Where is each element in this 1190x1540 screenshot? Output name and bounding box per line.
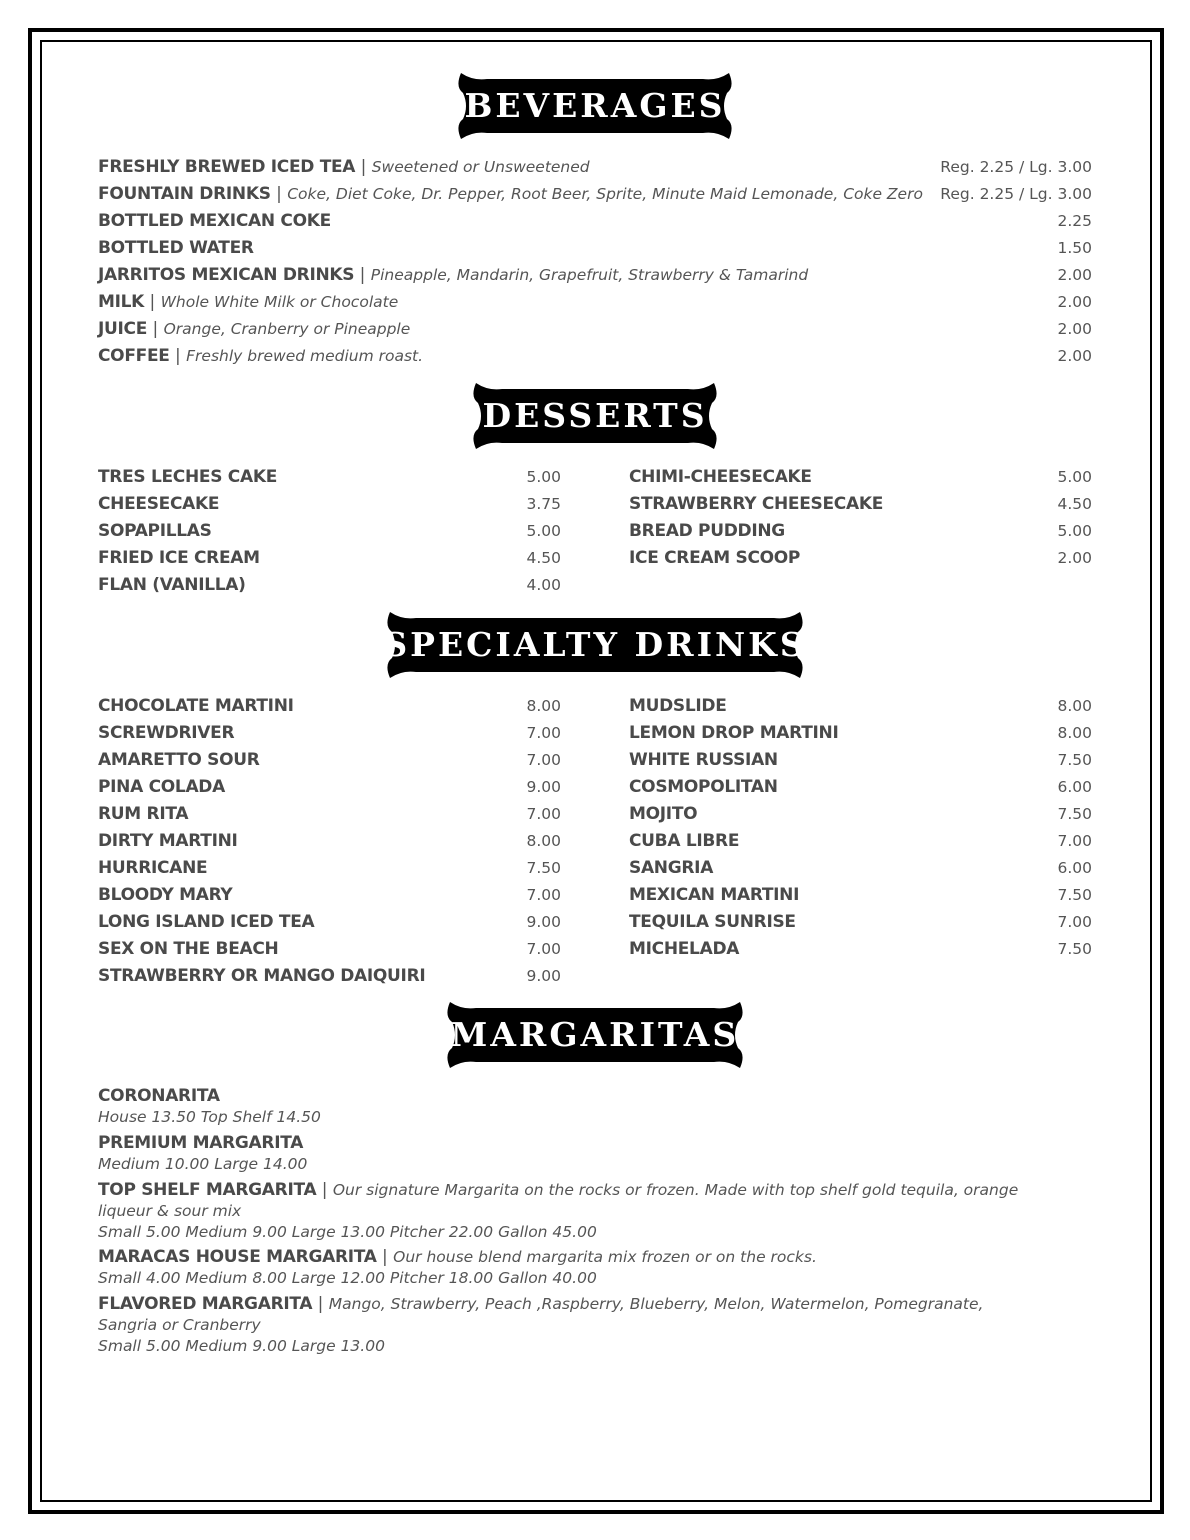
- item-price: 7.00: [526, 724, 561, 742]
- item-price: 7.00: [526, 886, 561, 904]
- item-name: STRAWBERRY CHEESECAKE: [629, 494, 884, 514]
- margaritas-banner: [436, 1002, 754, 1068]
- item-name: BOTTLED WATER: [98, 238, 254, 258]
- item-name: FRESHLY BREWED ICED TEA: [98, 157, 356, 177]
- item-name: LONG ISLAND ICED TEA: [98, 912, 315, 932]
- drink-item: [98, 909, 561, 936]
- item-price: 2.00: [1057, 266, 1092, 284]
- item-name: CHIMI-CHEESECAKE: [629, 467, 812, 487]
- drink-item: [629, 882, 1092, 909]
- item-name: BOTTLED MEXICAN COKE: [98, 211, 331, 231]
- item-name: CUBA LIBRE: [629, 831, 740, 851]
- beverage-item: JARRITOS MEXICAN DRINKS | Pineapple, Mandarin, Grapefruit, Strawberry & Tamarind 2.00: [98, 262, 1092, 289]
- item-price: 8.00: [526, 697, 561, 715]
- item-price: 4.00: [526, 576, 561, 594]
- item-desc: Our signature Margarita on the rocks or frozen. Made with top shelf gold tequila, orange liqueur & sour mix: [98, 1181, 1019, 1220]
- margarita-item: [98, 1086, 1038, 1128]
- item-price: 9.00: [526, 967, 561, 985]
- item-price: 7.00: [526, 805, 561, 823]
- item-name: PINA COLADA: [98, 777, 225, 797]
- beverage-item: [98, 235, 1092, 262]
- drink-item: [629, 828, 1092, 855]
- item-name: MUDSLIDE: [629, 696, 727, 716]
- item-price: 5.00: [1057, 468, 1092, 486]
- margaritas-heading: MARGARITAS: [450, 1015, 740, 1054]
- item-name: WHITE RUSSIAN: [629, 750, 778, 770]
- item-price: 7.00: [526, 751, 561, 769]
- item-price: 3.75: [526, 495, 561, 513]
- item-name: PREMIUM MARGARITA: [98, 1133, 304, 1153]
- item-name: MILK: [98, 292, 145, 312]
- item-desc: Sweetened or Unsweetened: [371, 158, 590, 176]
- item-name: ICE CREAM SCOOP: [629, 548, 801, 568]
- item-name: LEMON DROP MARTINI: [629, 723, 839, 743]
- dessert-item: [98, 572, 561, 599]
- item-price: 5.00: [1057, 522, 1092, 540]
- item-name: CHOCOLATE MARTINI: [98, 696, 294, 716]
- item-price: Reg. 2.25 / Lg. 3.00: [940, 158, 1092, 176]
- item-name: TOP SHELF MARGARITA: [98, 1180, 317, 1200]
- specialty-drinks-heading: SPECIALTY DRINKS: [383, 625, 807, 664]
- drink-item: [98, 963, 561, 990]
- item-desc: Freshly brewed medium roast.: [186, 347, 424, 365]
- item-name: FRIED ICE CREAM: [98, 548, 260, 568]
- drink-item: [629, 693, 1092, 720]
- item-name: SEX ON THE BEACH: [98, 939, 279, 959]
- item-price: 2.00: [1057, 347, 1092, 365]
- item-name: MICHELADA: [629, 939, 740, 959]
- item-price: 1.50: [1057, 239, 1092, 257]
- item-name: SCREWDRIVER: [98, 723, 235, 743]
- item-name: MEXICAN MARTINI: [629, 885, 800, 905]
- drink-item: [629, 720, 1092, 747]
- item-price: 2.00: [1057, 320, 1092, 338]
- specialty-drinks-banner: [376, 612, 814, 678]
- item-name: CHEESECAKE: [98, 494, 220, 514]
- item-name: TRES LECHES CAKE: [98, 467, 278, 487]
- item-name: HURRICANE: [98, 858, 208, 878]
- item-name: JUICE: [98, 319, 148, 339]
- item-name: BLOODY MARY: [98, 885, 233, 905]
- dessert-item: [98, 518, 561, 545]
- item-price: 9.00: [526, 778, 561, 796]
- item-price: 8.00: [1057, 724, 1092, 742]
- item-desc: Whole White Milk or Chocolate: [160, 293, 399, 311]
- item-name: STRAWBERRY OR MANGO DAIQUIRI: [98, 966, 426, 986]
- drink-item: [629, 855, 1092, 882]
- beverage-item: JUICE | Orange, Cranberry or Pineapple 2.00: [98, 316, 1092, 343]
- item-name: JARRITOS MEXICAN DRINKS: [98, 265, 355, 285]
- drink-item: [98, 693, 561, 720]
- drink-item: [98, 801, 561, 828]
- drink-item: [629, 936, 1092, 963]
- drink-item: [98, 828, 561, 855]
- beverage-item: [98, 208, 1092, 235]
- item-name: FLAN (VANILLA): [98, 575, 246, 595]
- item-prices: Small 5.00 Medium 9.00 Large 13.00: [98, 1337, 385, 1355]
- item-name: SANGRIA: [629, 858, 714, 878]
- item-name: MARACAS HOUSE MARGARITA: [98, 1247, 377, 1267]
- item-name: MOJITO: [629, 804, 698, 824]
- item-price: 8.00: [526, 832, 561, 850]
- item-price: 8.00: [1057, 697, 1092, 715]
- dessert-item: [629, 518, 1092, 545]
- item-name: RUM RITA: [98, 804, 189, 824]
- margarita-item: MARACAS HOUSE MARGARITA | Our house blend margarita mix frozen or on the rocks. Small 4.00 Medium 8.00 Large 12.00 Pitcher 18.00 Gallon 40.00: [98, 1247, 1038, 1289]
- item-price: 7.50: [1057, 751, 1092, 769]
- item-price: 4.50: [1057, 495, 1092, 513]
- dessert-item: [98, 464, 561, 491]
- item-desc: Coke, Diet Coke, Dr. Pepper, Root Beer, Sprite, Minute Maid Lemonade, Coke Zero: [287, 185, 923, 203]
- drink-item: [629, 909, 1092, 936]
- item-name: COFFEE: [98, 346, 170, 366]
- item-price: 7.50: [1057, 805, 1092, 823]
- item-desc: Orange, Cranberry or Pineapple: [163, 320, 411, 338]
- dessert-item: [629, 545, 1092, 572]
- item-name: DIRTY MARTINI: [98, 831, 238, 851]
- beverage-item: MILK | Whole White Milk or Chocolate 2.00: [98, 289, 1092, 316]
- beverages-heading: BEVERAGES: [464, 86, 726, 125]
- item-desc: Our house blend margarita mix frozen or on the rocks.: [393, 1248, 817, 1266]
- item-prices: Medium 10.00 Large 14.00: [98, 1155, 308, 1173]
- item-name: SOPAPILLAS: [98, 521, 212, 541]
- item-price: 7.50: [1057, 886, 1092, 904]
- beverage-item: FOUNTAIN DRINKS | Coke, Diet Coke, Dr. Pepper, Root Beer, Sprite, Minute Maid Lemonade, Coke Zero Reg. 2.25 / Lg. 3.00: [98, 181, 1092, 208]
- item-price: 2.25: [1057, 212, 1092, 230]
- dessert-item: [98, 545, 561, 572]
- beverage-item: FRESHLY BREWED ICED TEA | Sweetened or Unsweetened Reg. 2.25 / Lg. 3.00: [98, 154, 1092, 181]
- item-price: 7.50: [526, 859, 561, 877]
- item-price: 4.50: [526, 549, 561, 567]
- drink-item: [629, 801, 1092, 828]
- item-prices: Small 4.00 Medium 8.00 Large 12.00 Pitcher 18.00 Gallon 40.00: [98, 1269, 597, 1287]
- item-prices: House 13.50 Top Shelf 14.50: [98, 1108, 321, 1126]
- margarita-item: FLAVORED MARGARITA | Mango, Strawberry, Peach ,Raspberry, Blueberry, Melon, Watermelon, Pomegranate, Sangria or Cranberry Small 5.00 Medium 9.00 Large 13.00: [98, 1294, 1038, 1357]
- beverage-item: COFFEE | Freshly brewed medium roast. 2.00: [98, 343, 1092, 370]
- drink-item: [98, 747, 561, 774]
- item-price: 9.00: [526, 913, 561, 931]
- item-price: Reg. 2.25 / Lg. 3.00: [940, 185, 1092, 203]
- drink-item: [98, 774, 561, 801]
- item-name: AMARETTO SOUR: [98, 750, 260, 770]
- margarita-item: [98, 1133, 1038, 1175]
- item-name: CORONARITA: [98, 1086, 220, 1106]
- item-prices: Small 5.00 Medium 9.00 Large 13.00 Pitcher 22.00 Gallon 45.00: [98, 1223, 597, 1241]
- item-price: 2.00: [1057, 549, 1092, 567]
- item-price: 7.00: [1057, 832, 1092, 850]
- item-price: 2.00: [1057, 293, 1092, 311]
- item-name: FLAVORED MARGARITA: [98, 1294, 313, 1314]
- drink-item: [98, 882, 561, 909]
- drink-item: [629, 747, 1092, 774]
- dessert-item: [629, 464, 1092, 491]
- drink-item: [98, 720, 561, 747]
- desserts-banner: [462, 383, 728, 449]
- item-price: 7.00: [1057, 913, 1092, 931]
- drink-item: [98, 855, 561, 882]
- item-name: FOUNTAIN DRINKS: [98, 184, 271, 204]
- dessert-item: [629, 491, 1092, 518]
- beverages-banner: [447, 73, 743, 139]
- drink-item: [629, 774, 1092, 801]
- item-name: COSMOPOLITAN: [629, 777, 778, 797]
- item-price: 7.50: [1057, 940, 1092, 958]
- item-price: 5.00: [526, 522, 561, 540]
- item-price: 7.00: [526, 940, 561, 958]
- item-price: 5.00: [526, 468, 561, 486]
- margarita-item: TOP SHELF MARGARITA | Our signature Margarita on the rocks or frozen. Made with top shelf gold tequila, orange liqueur & sour mix Small 5.00 Medium 9.00 Large 13.00 Pitcher 22.00 Gallon 45.00: [98, 1180, 1038, 1243]
- desserts-heading: DESSERTS: [482, 396, 708, 435]
- item-price: 6.00: [1057, 859, 1092, 877]
- dessert-item: [98, 491, 561, 518]
- item-name: BREAD PUDDING: [629, 521, 785, 541]
- item-desc: Pineapple, Mandarin, Grapefruit, Strawberry & Tamarind: [370, 266, 809, 284]
- item-name: TEQUILA SUNRISE: [629, 912, 796, 932]
- drink-item: [98, 936, 561, 963]
- item-price: 6.00: [1057, 778, 1092, 796]
- item-desc: Mango, Strawberry, Peach ,Raspberry, Blueberry, Melon, Watermelon, Pomegranate, Sangria or Cranberry: [98, 1295, 984, 1334]
